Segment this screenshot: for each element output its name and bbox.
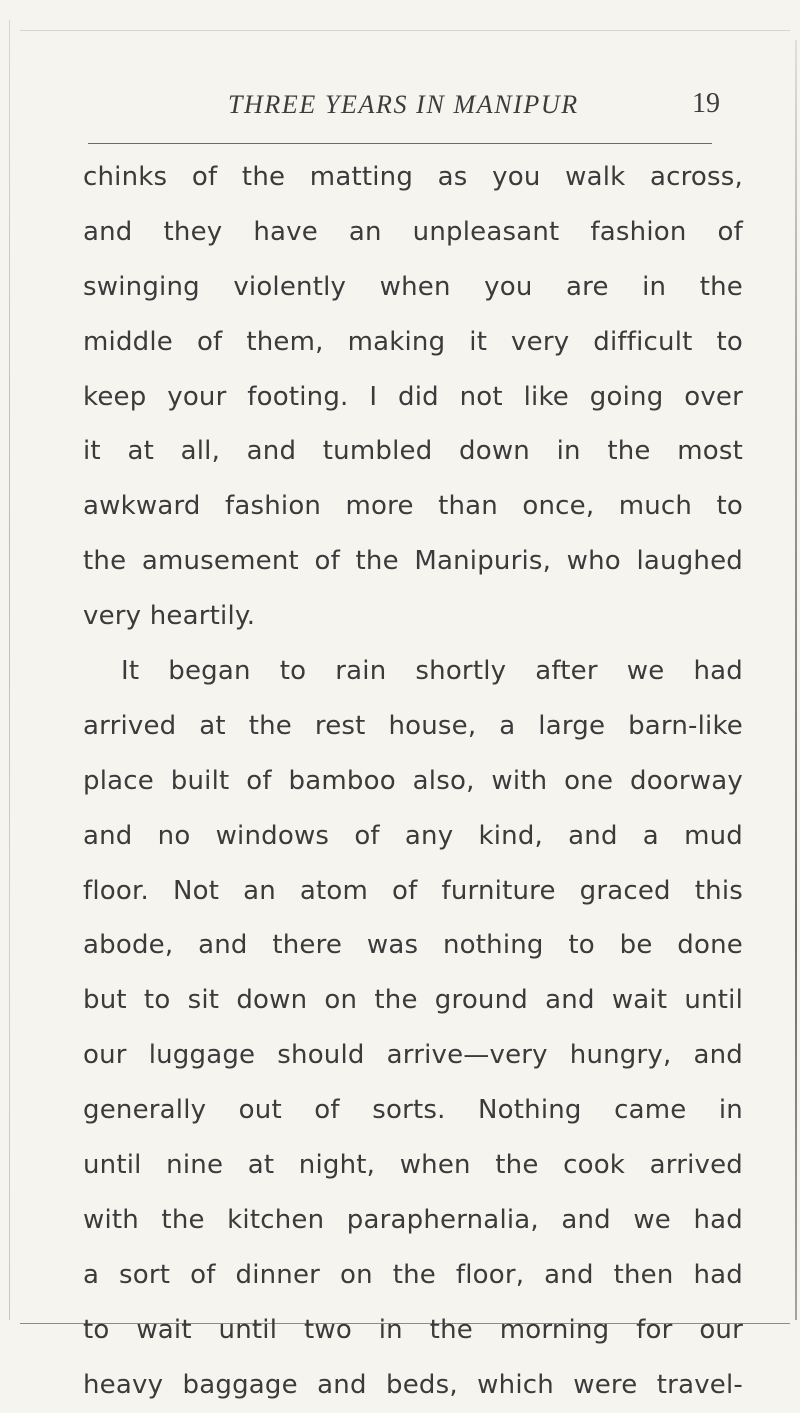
text-line: until nine at night, when the cook arrived (83, 1150, 743, 1181)
page-edge-left (9, 20, 10, 1320)
header-rule (88, 143, 712, 144)
text-line: keep your footing. I did not like going over (83, 381, 743, 412)
text-line: a sort of dinner on the floor, and then had (83, 1259, 743, 1290)
text-line: to wait until two in the morning for our (83, 1314, 743, 1345)
page-number: 19 (692, 88, 720, 119)
text-line: it at all, and tumbled down in the most (83, 436, 743, 467)
page-edge-right (795, 40, 797, 1320)
running-title: THREE YEARS IN MANIPUR (228, 90, 579, 119)
text-line: awkward fashion more than once, much to (83, 491, 743, 522)
text-line: arrived at the rest house, a large barn-like (83, 710, 743, 741)
text-line: but to sit down on the ground and wait until (83, 985, 743, 1016)
text-line: and they have an unpleasant fashion of (83, 216, 743, 247)
text-line: the amusement of the Manipuris, who laughed (83, 546, 743, 577)
text-line: and no windows of any kind, and a mud (83, 820, 743, 851)
paragraph-start-line: It began to rain shortly after we had (121, 656, 743, 687)
paragraph-end-line: very heartily. (83, 601, 256, 632)
text-line: swinging violently when you are in the (83, 271, 743, 302)
text-line: generally out of sorts. Nothing came in (83, 1095, 743, 1126)
text-line: chinks of the matting as you walk across, (83, 162, 743, 192)
text-line: heavy baggage and beds, which were travel- (83, 1369, 743, 1400)
text-line: our luggage should arrive—very hungry, and (83, 1040, 743, 1071)
text-line: with the kitchen paraphernalia, and we had (83, 1204, 743, 1235)
text-line: place built of bamboo also, with one doorway (83, 765, 743, 796)
page-edge-top (20, 30, 790, 31)
text-line: abode, and there was nothing to be done (83, 930, 743, 961)
running-head (0, 86, 800, 126)
body-text (83, 150, 743, 1412)
text-line: floor. Not an atom of furniture graced this (83, 875, 743, 906)
text-line: middle of them, making it very difficult to (83, 326, 743, 357)
